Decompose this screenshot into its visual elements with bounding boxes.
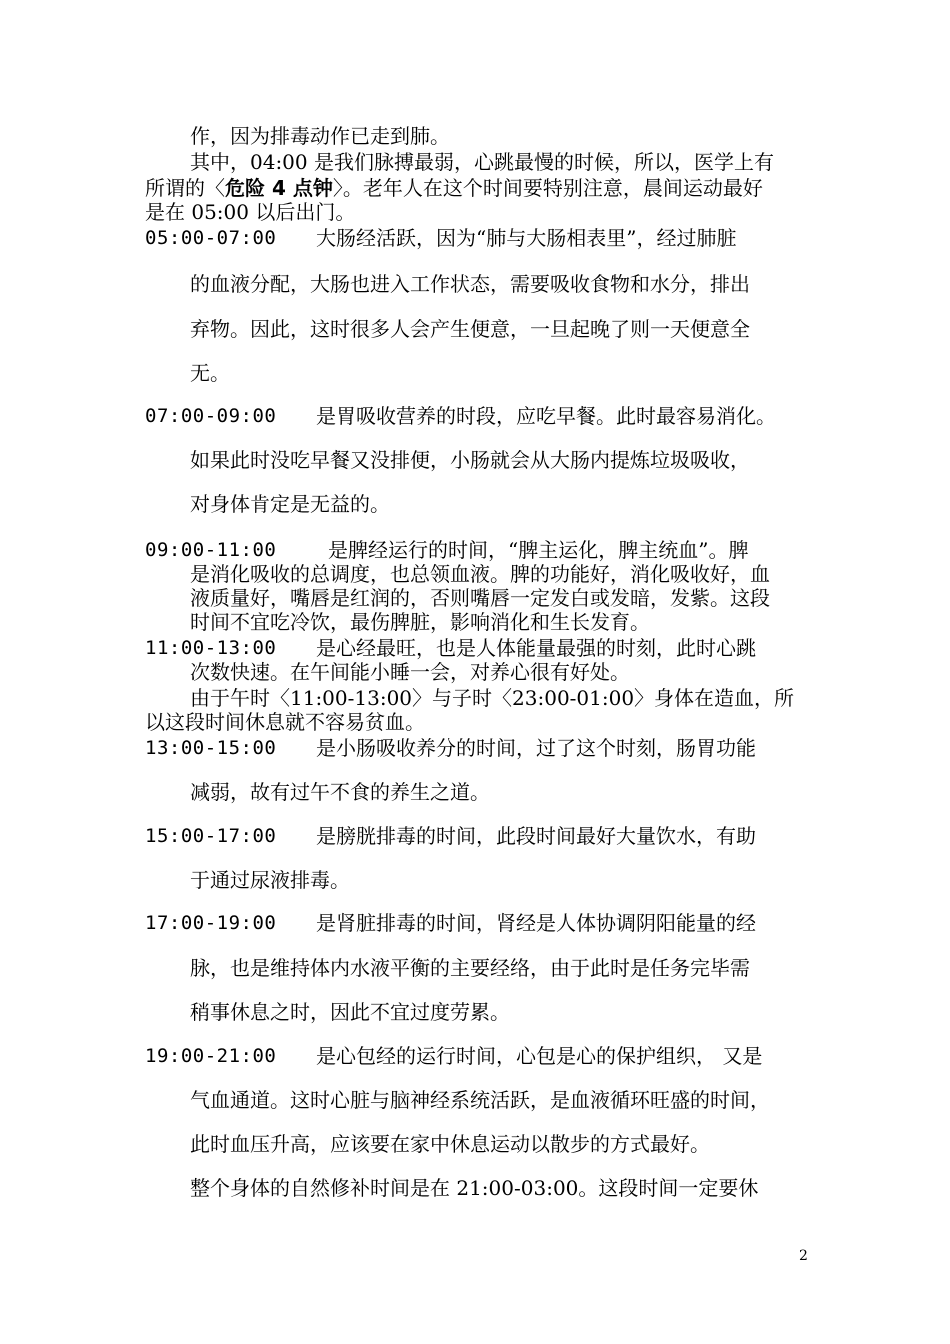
text-line: 是心包经的运行时间，心包是心的保护组织， 又是 (316, 1044, 763, 1068)
text-line: 此时血压升高，应该要在家中休息运动以散步的方式最好。 (190, 1132, 710, 1156)
text-line: 是膀胱排毒的时间，此段时间最好大量饮水，有助 (316, 824, 756, 848)
text-line: 大肠经活跃，因为“肺与大肠相表里”，经过肺脏 (316, 226, 737, 250)
time-range: 05:00-07:00 (145, 227, 277, 249)
text-line: 是在 05:00 以后出门。 (145, 200, 356, 224)
time-range: 11:00-13:00 (145, 637, 277, 659)
text-line: 是脾经运行的时间，“脾主运化，脾主统血”。脾 (328, 538, 749, 562)
text-line: 减弱，故有过午不食的养生之道。 (190, 780, 490, 804)
text-line: 气血通道。这时心脏与脑神经系统活跃，是血液循环旺盛的时间， (190, 1088, 770, 1112)
bold-term: 危险 4 点钟 (225, 176, 333, 200)
text-line: 整个身体的自然修补时间是在 21:00-03:00。这段时间一定要休 (190, 1176, 759, 1200)
text-line: 次数快速。在午间能小睡一会，对养心很有好处。 (190, 660, 630, 684)
text-span: 〉。老年人在这个时间要特别注意，晨间运动最好 (332, 176, 763, 200)
text-line: 的血液分配，大肠也进入工作状态，需要吸收食物和水分，排出 (190, 272, 750, 296)
text-line: 弃物。因此，这时很多人会产生便意，一旦起晚了则一天便意全 (190, 317, 750, 341)
text-line: 脉，也是维持体内水液平衡的主要经络，由于此时是任务完毕需 (190, 956, 750, 980)
text-line: 无。 (190, 361, 230, 385)
time-range: 15:00-17:00 (145, 825, 277, 847)
text-line: 是心经最旺，也是人体能量最强的时刻，此时心跳 (316, 636, 756, 660)
time-range: 17:00-19:00 (145, 912, 277, 934)
text-line: 对身体肯定是无益的。 (190, 492, 390, 516)
text-line: 稍事休息之时，因此不宜过度劳累。 (190, 1000, 510, 1024)
text-line: 是消化吸收的总调度，也总领血液。脾的功能好，消化吸收好，血 (190, 562, 770, 586)
text-line: 时间不宜吃冷饮，最伤脾脏，影响消化和生长发育。 (190, 610, 650, 634)
page-number: 2 (799, 1248, 808, 1264)
text-line: 作，因为排毒动作已走到肺。 (190, 124, 450, 148)
time-range: 13:00-15:00 (145, 737, 277, 759)
text-span: 所谓的〈 (145, 176, 225, 200)
text-line (145, 176, 763, 200)
time-range: 19:00-21:00 (145, 1045, 277, 1067)
time-range: 09:00-11:00 (145, 539, 277, 561)
text-line: 液质量好，嘴唇是红润的，否则嘴唇一定发白或发暗，发紫。这段 (190, 586, 770, 610)
text-line: 于通过尿液排毒。 (190, 868, 350, 892)
text-line: 以这段时间休息就不容易贫血。 (145, 710, 425, 734)
time-range: 07:00-09:00 (145, 405, 277, 427)
text-line: 是小肠吸收养分的时间，过了这个时刻，肠胃功能 (316, 736, 756, 760)
text-line: 是肾脏排毒的时间，肾经是人体协调阴阳能量的经 (316, 911, 756, 935)
text-line: 其中，04:00 是我们脉搏最弱，心跳最慢的时候，所以，医学上有 (190, 150, 774, 174)
text-line: 如果此时没吃早餐又没排便，小肠就会从大肠内提炼垃圾吸收， (190, 448, 750, 472)
text-line: 由于午时〈11:00-13:00〉与子时〈23:00-01:00〉身体在造血，所 (190, 686, 795, 710)
text-line: 是胃吸收营养的时段，应吃早餐。此时最容易消化。 (316, 404, 776, 428)
